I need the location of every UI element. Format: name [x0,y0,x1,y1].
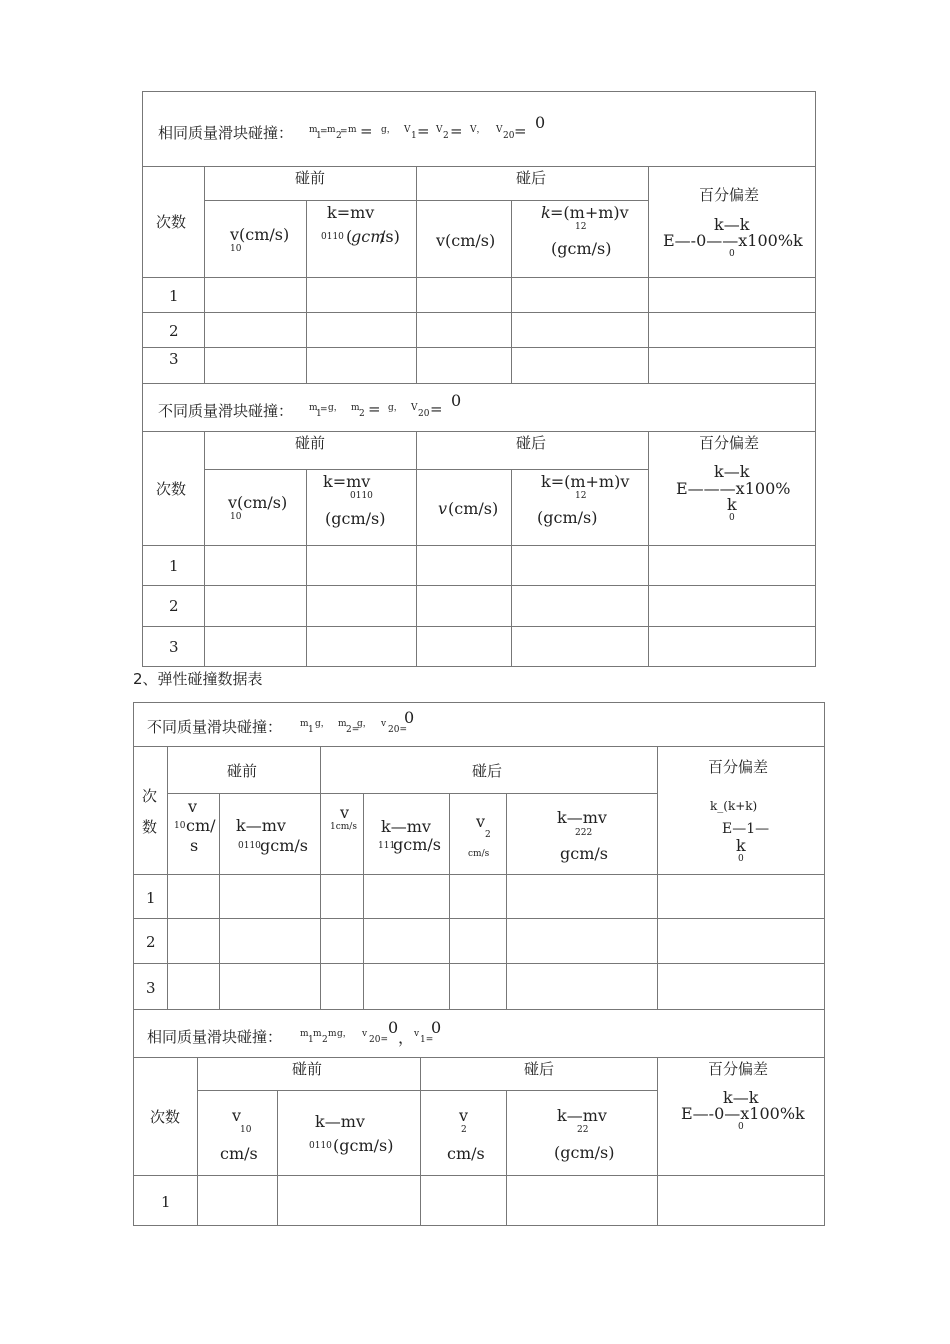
col-k0: k—mv [236,816,286,835]
unit-text: cm/s [447,1144,485,1163]
unit-text: (gcm/s) [537,508,598,527]
cond-eq: = [360,122,373,140]
header-before: 碰前 [295,169,326,187]
unit-text: (gcm/s) [333,1136,394,1155]
formula-main: E———x100% [676,479,791,498]
sub-text: 12 [575,222,587,232]
header-pct-dev: 百分偏差 [708,758,769,776]
row-number: 2 [146,933,156,951]
cond-m1: m [309,403,318,413]
formula-main: E—-0——x100%k [663,231,803,250]
row-number: 2 [169,597,179,615]
cond-dash: = [320,127,328,137]
cond-m1: m [309,125,318,135]
cond-sub: 20 [418,409,430,419]
col-v1-v: v [438,499,448,518]
cond-dash: = [320,405,328,415]
sub-text: 12 [575,491,587,501]
formula-main: E—1— [722,821,770,837]
cond-g: g， [328,403,343,413]
cond-zero: 0 [535,113,546,132]
section-2-title: 2、弹性碰撞数据表 [133,670,263,688]
sub-text: 0110 [350,491,373,501]
header-before: 碰前 [292,1060,323,1078]
unit-text: cm/s [220,1144,258,1163]
row-number: 2 [169,322,179,340]
sub-text: 0 [729,513,735,523]
cond-sub: 20= [369,1035,388,1045]
cond-g: g， [337,1029,352,1039]
cond-sub: 2 [336,131,342,141]
col-k1: k=(m+m)v [541,472,630,491]
cond-v20: V [411,403,418,413]
unit-text: /s) [380,227,400,246]
cond-zero: 0 [431,1018,442,1037]
header-after: 碰后 [516,434,547,452]
row-number: 3 [169,638,179,656]
formula-bottom: k [727,495,737,514]
sub-text: 0 [738,1122,744,1132]
col-v1: v(cm/s) [436,231,496,250]
cond-sub: 1= [420,1035,434,1045]
header-pct-dev: 百分偏差 [699,186,760,204]
header-after: 碰后 [516,169,547,187]
unit-text: ( [346,227,353,246]
row-number: 1 [169,287,179,305]
cond-sub: 1 [411,131,417,141]
col-k0: k—mv [315,1112,365,1131]
table-title: 相同质量滑块碰撞： [147,1028,283,1046]
cond-g: g， [388,403,403,413]
header-before: 碰前 [295,434,326,452]
table-title: 不同质量滑块碰撞： [147,718,283,736]
col-k1: =(m+m)v [550,203,629,222]
cond-eq: = [368,400,381,418]
header-pct-dev: 百分偏差 [708,1060,769,1078]
row-number: 1 [161,1193,171,1211]
col-k1-k: k [541,203,551,222]
unit-text: gcm/s [393,835,441,854]
sub-text: 10 [230,512,242,522]
header-after: 碰后 [524,1060,555,1078]
cond-m: m [348,125,357,135]
cond-sub: 20 [503,131,515,141]
row-number: 1 [169,557,179,575]
cond-v20: v [381,719,387,729]
col-k2: k—mv [557,1106,607,1125]
formula-top: k_(k+k) [710,799,758,813]
cond-sub: 1 [316,409,322,419]
cond-sub: 20= [388,725,407,735]
sub-text: 1cm/s [330,822,357,832]
sub-text: 0 [729,249,735,259]
sub-text: 0110 [238,841,261,851]
cond-v: V， [470,125,486,135]
cond-eq: = [430,400,443,418]
row-number: 3 [169,350,179,368]
cond-zero: 0 [404,708,415,727]
cond-sub: 2 [359,409,365,419]
col-v10-v: v [232,1106,242,1125]
unit-text: gcm [351,227,386,246]
col-v10-v: v [188,797,198,816]
unit-text: (gcm/s) [554,1143,615,1162]
sub-text: 0110 [309,1141,332,1151]
cond-eq: = [514,122,527,140]
sub-text: 0 [738,854,744,864]
cond-g: g， [381,125,396,135]
header-count: 次数 [156,213,187,231]
header-count: 次数 [156,480,187,498]
cond-v1: V [404,125,411,135]
row-number: 1 [146,889,156,907]
sub-text: 22 [577,1125,589,1135]
unit-text: (gcm/s) [325,509,386,528]
table-title: 不同质量滑块碰撞： [158,402,294,420]
col-k0: k=mv [327,203,375,222]
cond-dash: = [340,127,348,137]
sub-text: 10 [240,1125,252,1135]
cond-eq: = [450,122,463,140]
header-count-b: 数 [142,818,158,836]
col-v10: v(cm/s) [228,493,288,512]
sub-text: 0110 [321,232,344,242]
cond-g: g， [357,719,372,729]
unit-text: (gcm/s) [551,239,612,258]
formula-top: k—k [714,462,750,481]
unit-text: gcm/s [560,844,608,863]
cond-eq: = [417,122,430,140]
cond-zero: 0 [388,1018,399,1037]
table-title: 相同质量滑块碰撞： [158,124,294,142]
cond-m1: m [300,719,309,729]
sub-text: 111 [378,841,396,851]
cond-m: m [328,1029,337,1039]
cond-comma: ， [398,1028,415,1047]
col-v1-v: v [340,803,350,822]
unit-text: s [190,836,199,855]
col-k0: k=mv [323,472,371,491]
formula-top: k—k [723,1088,759,1107]
cond-m1: m [300,1029,309,1039]
col-v1: (cm/s) [448,499,499,518]
cond-v1: v [414,1029,420,1039]
header-before: 碰前 [227,762,258,780]
cond-v20: V [496,125,503,135]
cond-sub: 1 [316,131,322,141]
sub-text: 2 [485,830,491,840]
cond-v20: v [362,1029,368,1039]
header-count: 次数 [150,1108,181,1126]
cond-m2: m [351,403,360,413]
cond-m2: m [327,125,336,135]
sub-text: 10 [230,244,242,254]
cond-zero: 0 [451,391,462,410]
cond-v2: V [436,125,443,135]
row-number: 3 [146,979,156,997]
cond-sub: 2 [322,1035,328,1045]
sub-text: 2 [461,1125,467,1135]
cond-m2: m [313,1029,322,1039]
cond-m2: m [338,719,347,729]
header-after: 碰后 [472,762,503,780]
formula-main: E—-0—x100%k [681,1104,805,1123]
col-k2: k—mv [557,808,607,827]
formula-bottom: k [736,836,746,855]
unit-text: cm/s [468,849,490,859]
sub-text: 222 [575,828,593,838]
cond-sub: 2 [443,131,449,141]
sub-text: 10 [174,821,186,831]
cond-g: g， [315,719,330,729]
cond-sub: 2= [346,725,360,735]
formula-top: k—k [714,215,750,234]
col-v2-v: v [476,812,486,831]
cond-sub: 1 [308,1035,314,1045]
col-v2-v: v [459,1106,469,1125]
header-pct-dev: 百分偏差 [699,434,760,452]
col-v10: v(cm/s) [230,225,290,244]
col-k1: k—mv [381,817,431,836]
unit-text: cm/ [186,816,216,835]
unit-text: gcm/s [260,836,308,855]
header-count-a: 次 [142,787,158,805]
cond-sub: 1 [308,725,314,735]
